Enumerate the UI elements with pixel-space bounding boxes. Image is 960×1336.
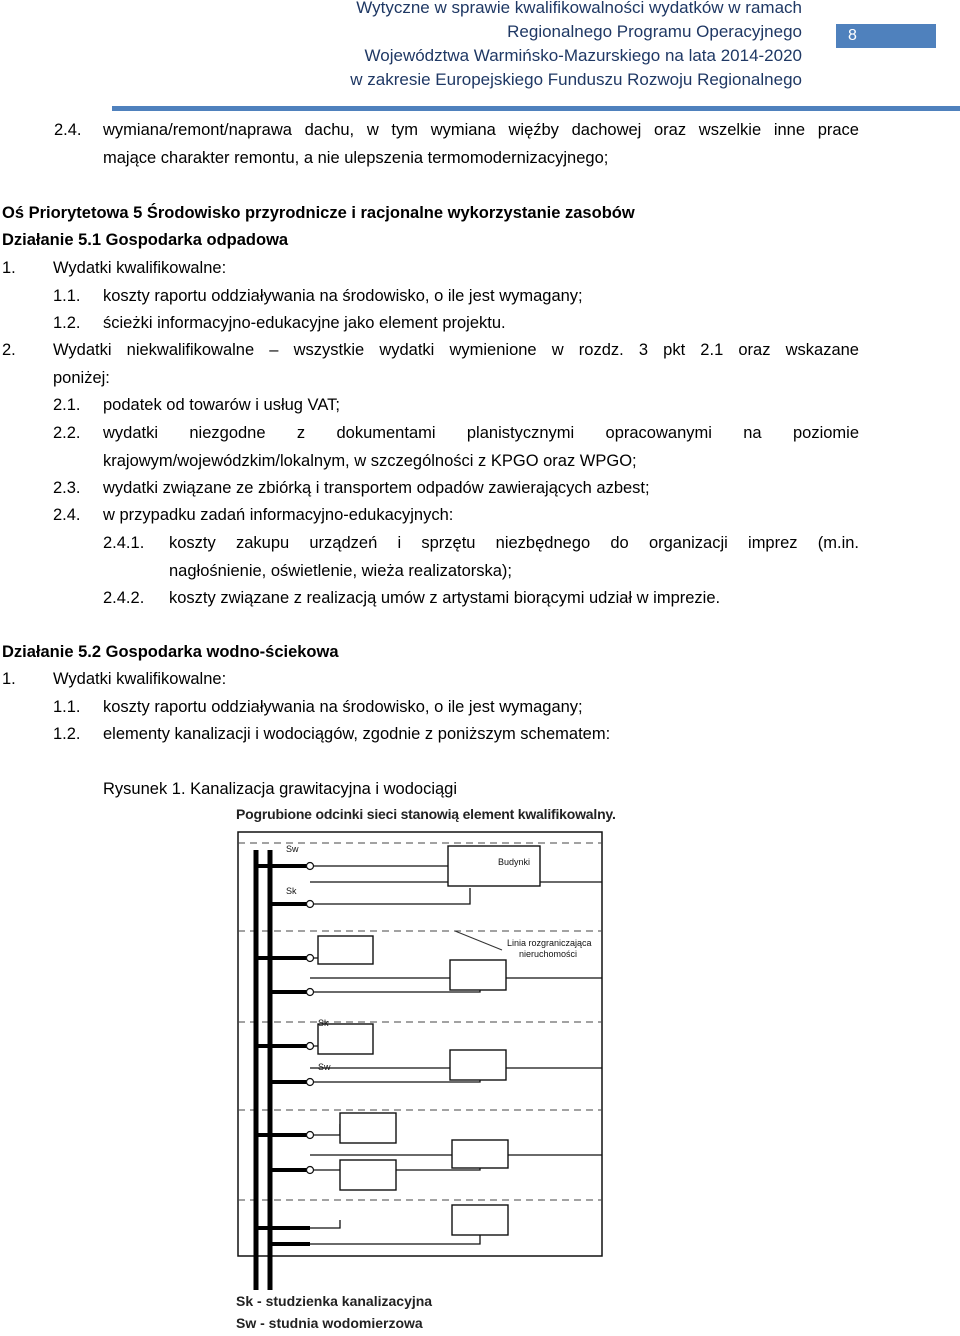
header-line: Regionalnego Programu Operacyjnego bbox=[507, 22, 802, 41]
nonqualified-heading: Wydatki niekwalifikowalne – wszystkie wydatki wymienione w rozdz. 3 pkt 2.1 oraz wskazane bbox=[53, 341, 859, 359]
header-line: w zakresie Europejskiego Funduszu Rozwoju Regionalnego bbox=[350, 70, 802, 89]
axis-title: Oś Priorytetowa 5 Środowisko przyrodnicze i racjonalne wykorzystanie zasobów bbox=[2, 204, 635, 222]
page-number: 8 bbox=[836, 24, 936, 48]
list-item: koszty związane z realizacją umów z artystami biorącymi udział w imprezie. bbox=[169, 589, 721, 607]
main-pipe bbox=[256, 850, 270, 1290]
list-item: podatek od towarów i usług VAT; bbox=[103, 396, 340, 414]
property-line-label: Linia rozgraniczająca bbox=[507, 938, 592, 948]
list-number: 2.1. bbox=[53, 396, 81, 414]
list-number: 1. bbox=[2, 259, 16, 277]
item-number: 2.4. bbox=[54, 121, 82, 139]
item-text: wymiana/remont/naprawa dachu, w tym wymiana więźby dachowej oraz wszelkie inne prace bbox=[103, 121, 859, 139]
list-item-cont: nagłośnienie, oświetlenie, wieża realizatorska); bbox=[169, 562, 513, 580]
list-number: 2.2. bbox=[53, 424, 81, 442]
action-51-title: Działanie 5.1 Gospodarka odpadowa bbox=[2, 231, 289, 249]
item-text: mające charakter remontu, a nie ulepszenia termomodernizacyjnego; bbox=[103, 149, 609, 167]
list-number: 1.2. bbox=[53, 314, 81, 332]
property-line bbox=[238, 843, 602, 1200]
list-item: w przypadku zadań informacyjno-edukacyjnych: bbox=[103, 506, 454, 524]
list-number: 2.4.1. bbox=[103, 534, 145, 552]
list-item: wydatki niezgodne z dokumentami planistycznymi opracowanymi na poziomie bbox=[103, 424, 859, 442]
legend-item: Sk - studzienka kanalizacyjna bbox=[236, 1293, 433, 1309]
figure-caption: Rysunek 1. Kanalizacja grawitacyjna i wodociągi bbox=[103, 780, 458, 798]
list-item: koszty raportu oddziaływania na środowisko, o ile jest wymagany; bbox=[103, 698, 583, 716]
list-item: koszty raportu oddziaływania na środowisko, o ile jest wymagany; bbox=[103, 287, 583, 305]
list-number: 1.2. bbox=[53, 725, 81, 743]
sw-label: Sw bbox=[318, 1062, 331, 1072]
sw-label: Sw bbox=[286, 844, 299, 854]
qualified-heading: Wydatki kwalifikowalne: bbox=[53, 670, 227, 688]
list-number: 1. bbox=[2, 670, 16, 688]
action-52-title: Działanie 5.2 Gospodarka wodno-ściekowa bbox=[2, 643, 339, 661]
list-number: 2.4. bbox=[53, 506, 81, 524]
leader-line bbox=[455, 931, 502, 950]
legend-item: Sw - studnia wodomierzowa bbox=[236, 1315, 423, 1331]
list-item: koszty zakupu urządzeń i sprzętu niezbędnego do organizacji imprez (m.in. bbox=[169, 534, 859, 552]
list-number: 1.1. bbox=[53, 698, 81, 716]
buildings-label: Budynki bbox=[498, 857, 531, 867]
list-number: 1.1. bbox=[53, 287, 81, 305]
sk-label: Sk bbox=[318, 1018, 329, 1028]
property-line-label: nieruchomości bbox=[519, 949, 578, 959]
list-item: ścieżki informacyjno-edukacyjne jako element projektu. bbox=[103, 314, 506, 332]
header-line: Wytyczne w sprawie kwalifikowalności wydatków w ramach bbox=[356, 0, 802, 17]
figure-title: Pogrubione odcinki sieci stanowią element kwalifikowalny. bbox=[236, 806, 616, 822]
branch-pipe bbox=[256, 866, 310, 1244]
manhole bbox=[307, 863, 314, 1174]
qualified-heading: Wydatki kwalifikowalne: bbox=[53, 259, 227, 277]
nonqualified-heading-cont: poniżej: bbox=[53, 369, 110, 387]
header-line: Województwa Warmińsko-Mazurskiego na lata 2014-2020 bbox=[364, 46, 802, 65]
list-number: 2.3. bbox=[53, 479, 81, 497]
list-number: 2.4.2. bbox=[103, 589, 145, 607]
list-number: 2. bbox=[2, 341, 16, 359]
sk-label: Sk bbox=[286, 886, 297, 896]
list-item: elementy kanalizacji i wodociągów, zgodnie z poniższym schematem: bbox=[103, 725, 611, 743]
list-item-cont: krajowym/wojewódzkim/lokalnym, w szczególności z KPGO oraz WPGO; bbox=[103, 452, 637, 470]
list-item: wydatki związane ze zbiórką i transportem odpadów zawierających azbest; bbox=[103, 479, 650, 497]
